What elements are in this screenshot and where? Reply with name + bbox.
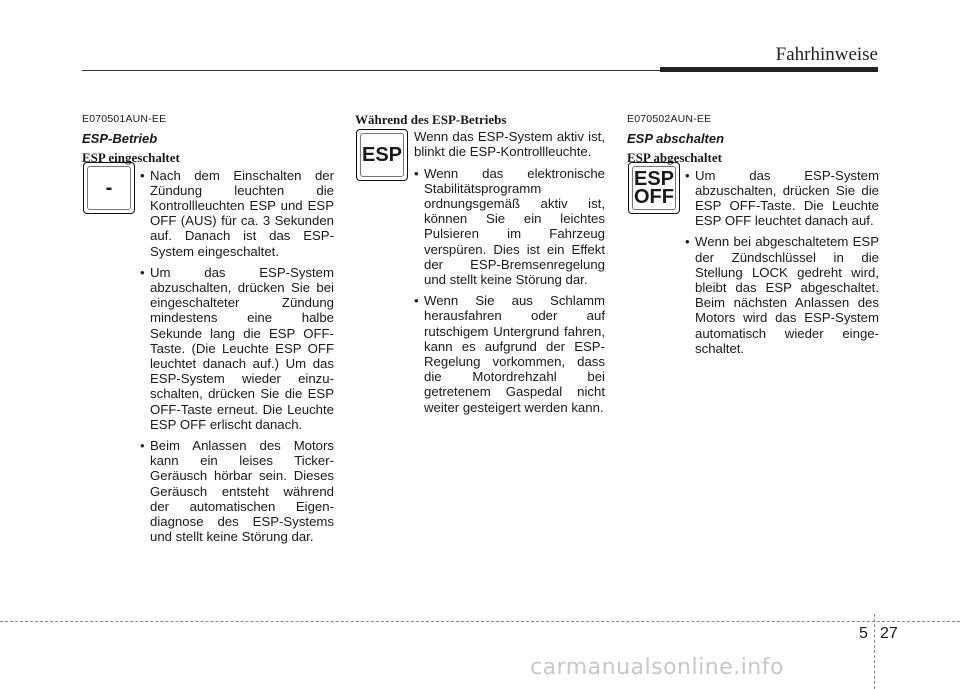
bullet-list	[685, 168, 879, 356]
sub-heading: ESP eingeschaltet	[82, 150, 180, 166]
sub-heading: ESP abgeschaltet	[627, 150, 722, 166]
bullet-list	[140, 168, 334, 545]
warning-light-icon	[83, 162, 135, 214]
page-number-divider	[874, 614, 875, 689]
list-item: • Wenn bei abgeschaltetem ESP der Zündschlüssel in die Stellung LOCK gedreht wird, bleibt das ESP abgeschaltet. Beim nächsten Anlassen des Motors wird das ESP-System automatisch wieder einge-schaltet.	[685, 234, 879, 356]
watermark: carmanualsonline.info	[530, 655, 784, 680]
page-number: 27	[880, 625, 898, 642]
footer-divider	[0, 621, 960, 622]
bullet-list	[414, 166, 605, 415]
section-code: E070502AUN-EE	[627, 113, 712, 125]
section-code: E070501AUN-EE	[82, 113, 167, 125]
section-number: 5	[859, 625, 868, 642]
header-accent-bar	[660, 67, 878, 72]
section-heading: ESP-Betrieb	[82, 131, 158, 147]
right-column	[627, 112, 879, 362]
list-item: • Nach dem Einschalten der Zündung leuchten die Kontrollleuchten ESP und ESP OFF (AUS) für ca. 3 Sekunden auf. Danach ist das ESP-System eingeschaltet.	[140, 167, 334, 259]
indicator-label: ESP	[361, 144, 403, 166]
section-heading: ESP abschalten	[627, 131, 725, 147]
header-divider	[82, 70, 660, 71]
esp-off-indicator-icon	[628, 162, 680, 214]
list-item: • Um das ESP-System abzuschalten, drücken Sie die ESP OFF-Taste. Die Leuchte ESP OFF leuchtet danach auf.	[685, 167, 879, 229]
sub-heading: Während des ESP-Betriebs	[355, 112, 507, 127]
intro-text: Wenn das ESP-System aktiv ist, blinkt die ESP-Kontrollleuchte.	[414, 129, 605, 160]
chapter-title: Fahrhinweise	[775, 44, 878, 65]
list-item: • Beim Anlassen des Motors kann ein leises Ticker-Geräusch hörbar sein. Dieses Geräusch entsteht während der automatischen Eigen-diagnose des ESP-Systems und stellt keine Störung dar.	[140, 438, 334, 545]
indicator-label: ESP OFF	[633, 168, 675, 208]
list-item: • Wenn das elektronische Stabilitätsprogramm ordnungsgemäß aktiv ist, können Sie ein leichtes Pulsieren im Fahrzeug verspüren. Dies ist ein Effekt der ESP-Bremsenregelung und stellt keine Störung dar.	[414, 165, 605, 288]
list-item: • Um das ESP-System abzuschalten, drücken Sie bei eingeschalteter Zündung mindestens eine halbe Sekunde lang die ESP OFF-Taste. (Die Leuchte ESP OFF leuchtet danach auf.) Um das ESP-System wieder einzu-schalten, drücken Sie die ESP OFF-Taste erneut. Die Leuchte ESP OFF erlischt danach.	[140, 264, 334, 432]
indicator-label: -	[105, 177, 113, 199]
list-item: • Wenn Sie aus Schlamm herausfahren oder auf rutschigem Untergrund fahren, kann es aufgrund der ESP-Regelung vorkommen, dass die Motordrehzahl bei getretenem Gaspedal nicht weiter gesteigert werden kann.	[414, 293, 605, 415]
esp-indicator-icon	[356, 129, 408, 181]
